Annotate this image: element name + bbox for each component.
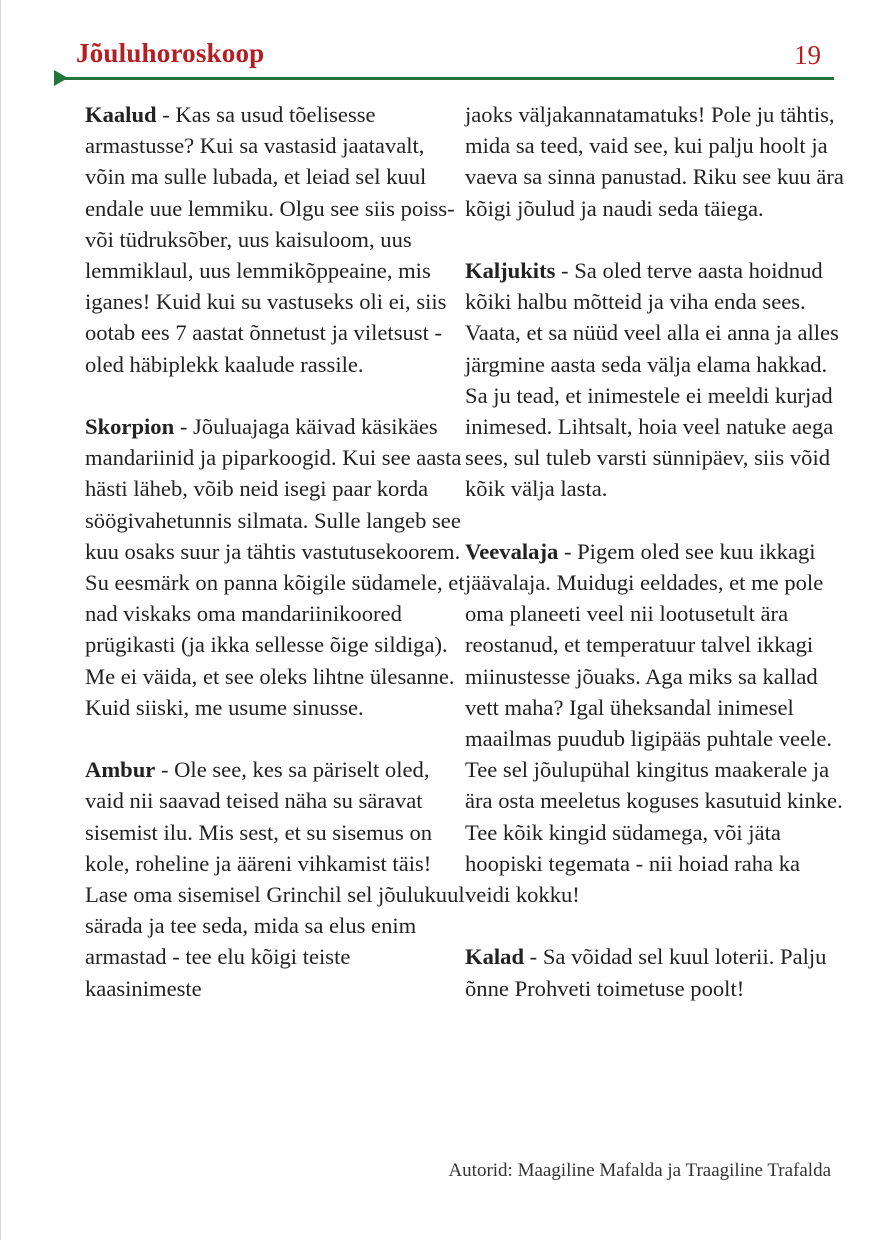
page-edge <box>0 0 1 1240</box>
sign-name: Kaalud <box>85 102 157 127</box>
sign-text: - Jõuluajaga käivad käsikäes mandariinid ja piparkoogid. Kui see aasta hästi läheb, võib neid isegi paar korda söögivahetunnis silmata. Sulle langeb see kuu osaks suur ja tähtis vastutusekoorem. Su eesmärk on panna kõigile südamele, et nad viskaks oma mandariinikoored prügikasti (ja ikka sellesse õige sildiga). Me ei väida, et see oleks lihtne ülesanne. Kuid siiski, me usume sinusse. <box>85 414 465 720</box>
right-column <box>465 99 845 1139</box>
sign-text: - Sa võidad sel kuul loterii. Palju õnne Prohveti toimetuse poolt! <box>465 944 827 1001</box>
horoscope-veevalaja <box>465 536 845 910</box>
author-credit: Autorid: Maagiline Mafalda ja Traagiline Trafalda <box>448 1160 831 1181</box>
sign-text: - Sa oled terve aasta hoidnud kõiki halbu mõtteid ja viha enda sees. Vaata, et sa nüüd veel alla ei anna ja alles järgmine aasta seda välja elama hakkad. Sa ju tead, et inimestele ei meeldi kurjad inimesed. Lihtsalt, hoia veel natuke aega sees, sul tuleb varsti sünnipäev, siis võid kõik välja lasta. <box>465 258 839 502</box>
article-columns <box>85 99 845 1139</box>
sign-name: Veevalaja <box>465 538 559 564</box>
sign-text: - Kas sa usud tõelisesse armastusse? Kui sa vastasid jaatavalt, võin ma sulle lubada, et leiad sel kuul endale uue lemmiku. Olgu see siis poiss- või tüdruksõber, uus kaisuloom, uus lemmiklaul, uus lemmikõppeaine, mis iganes! Kuid kui su vastuseks oli ei, siis ootab ees 7 aastat õnnetust ja viletsust - oled häbiplekk kaalude rassile. <box>85 102 455 377</box>
page-header <box>76 38 827 78</box>
sign-name: Skorpion <box>85 414 175 440</box>
sign-name: Kalad <box>465 944 525 970</box>
horoscope-ambur <box>85 754 465 1004</box>
sign-name: Kaljukits <box>465 258 556 283</box>
page-number: 19 <box>794 40 821 70</box>
sign-text: - Pigem oled see kuu ikkagi jäävalaja. Muidugi eeldades, et me pole oma planeeti veel nii lootusetult ära reostanud, et temperatuur talvel ikkagi miinustesse jõuaks. Aga miks sa kallad vett maha? Igal üheksandal inimesel maailmas puudub ligipääs puhtale veele. Tee sel jõulupühal kingitus maakerale ja ära osta meeletus koguses kasutuid kinke. Tee kõik kingid südamega, või jäta hoopiski tegemata - nii hoiad raha ka veidi kokku! <box>465 538 843 908</box>
section-title: Jõuluhoroskoop <box>76 38 265 68</box>
sign-text: jaoks väljakannatamatuks! Pole ju tähtis, mida sa teed, vaid see, kui palju hoolt ja vaeva sa sinna panustad. Riku see kuu ära kõigi jõulud ja naudi seda täiega. <box>465 102 844 221</box>
horoscope-kaljukits <box>465 255 845 505</box>
header-rule <box>62 77 834 80</box>
left-column <box>85 99 465 1139</box>
horoscope-kalad <box>465 941 845 1003</box>
horoscope-ambur-continued <box>465 99 845 224</box>
horoscope-kaalud <box>85 99 465 380</box>
sign-name: Ambur <box>85 757 156 783</box>
horoscope-skorpion <box>85 411 465 723</box>
sign-text: - Ole see, kes sa päriselt oled, vaid nii saavad teised näha su säravat sisemist ilu. Mis sest, et su sisemus on kole, roheline ja ääreni vihkamist täis! Lase oma sisemisel Grinchil sel jõulukuul särada ja tee seda, mida sa elus enim armastad - tee elu kõigi teiste kaasinimeste <box>85 757 465 1001</box>
